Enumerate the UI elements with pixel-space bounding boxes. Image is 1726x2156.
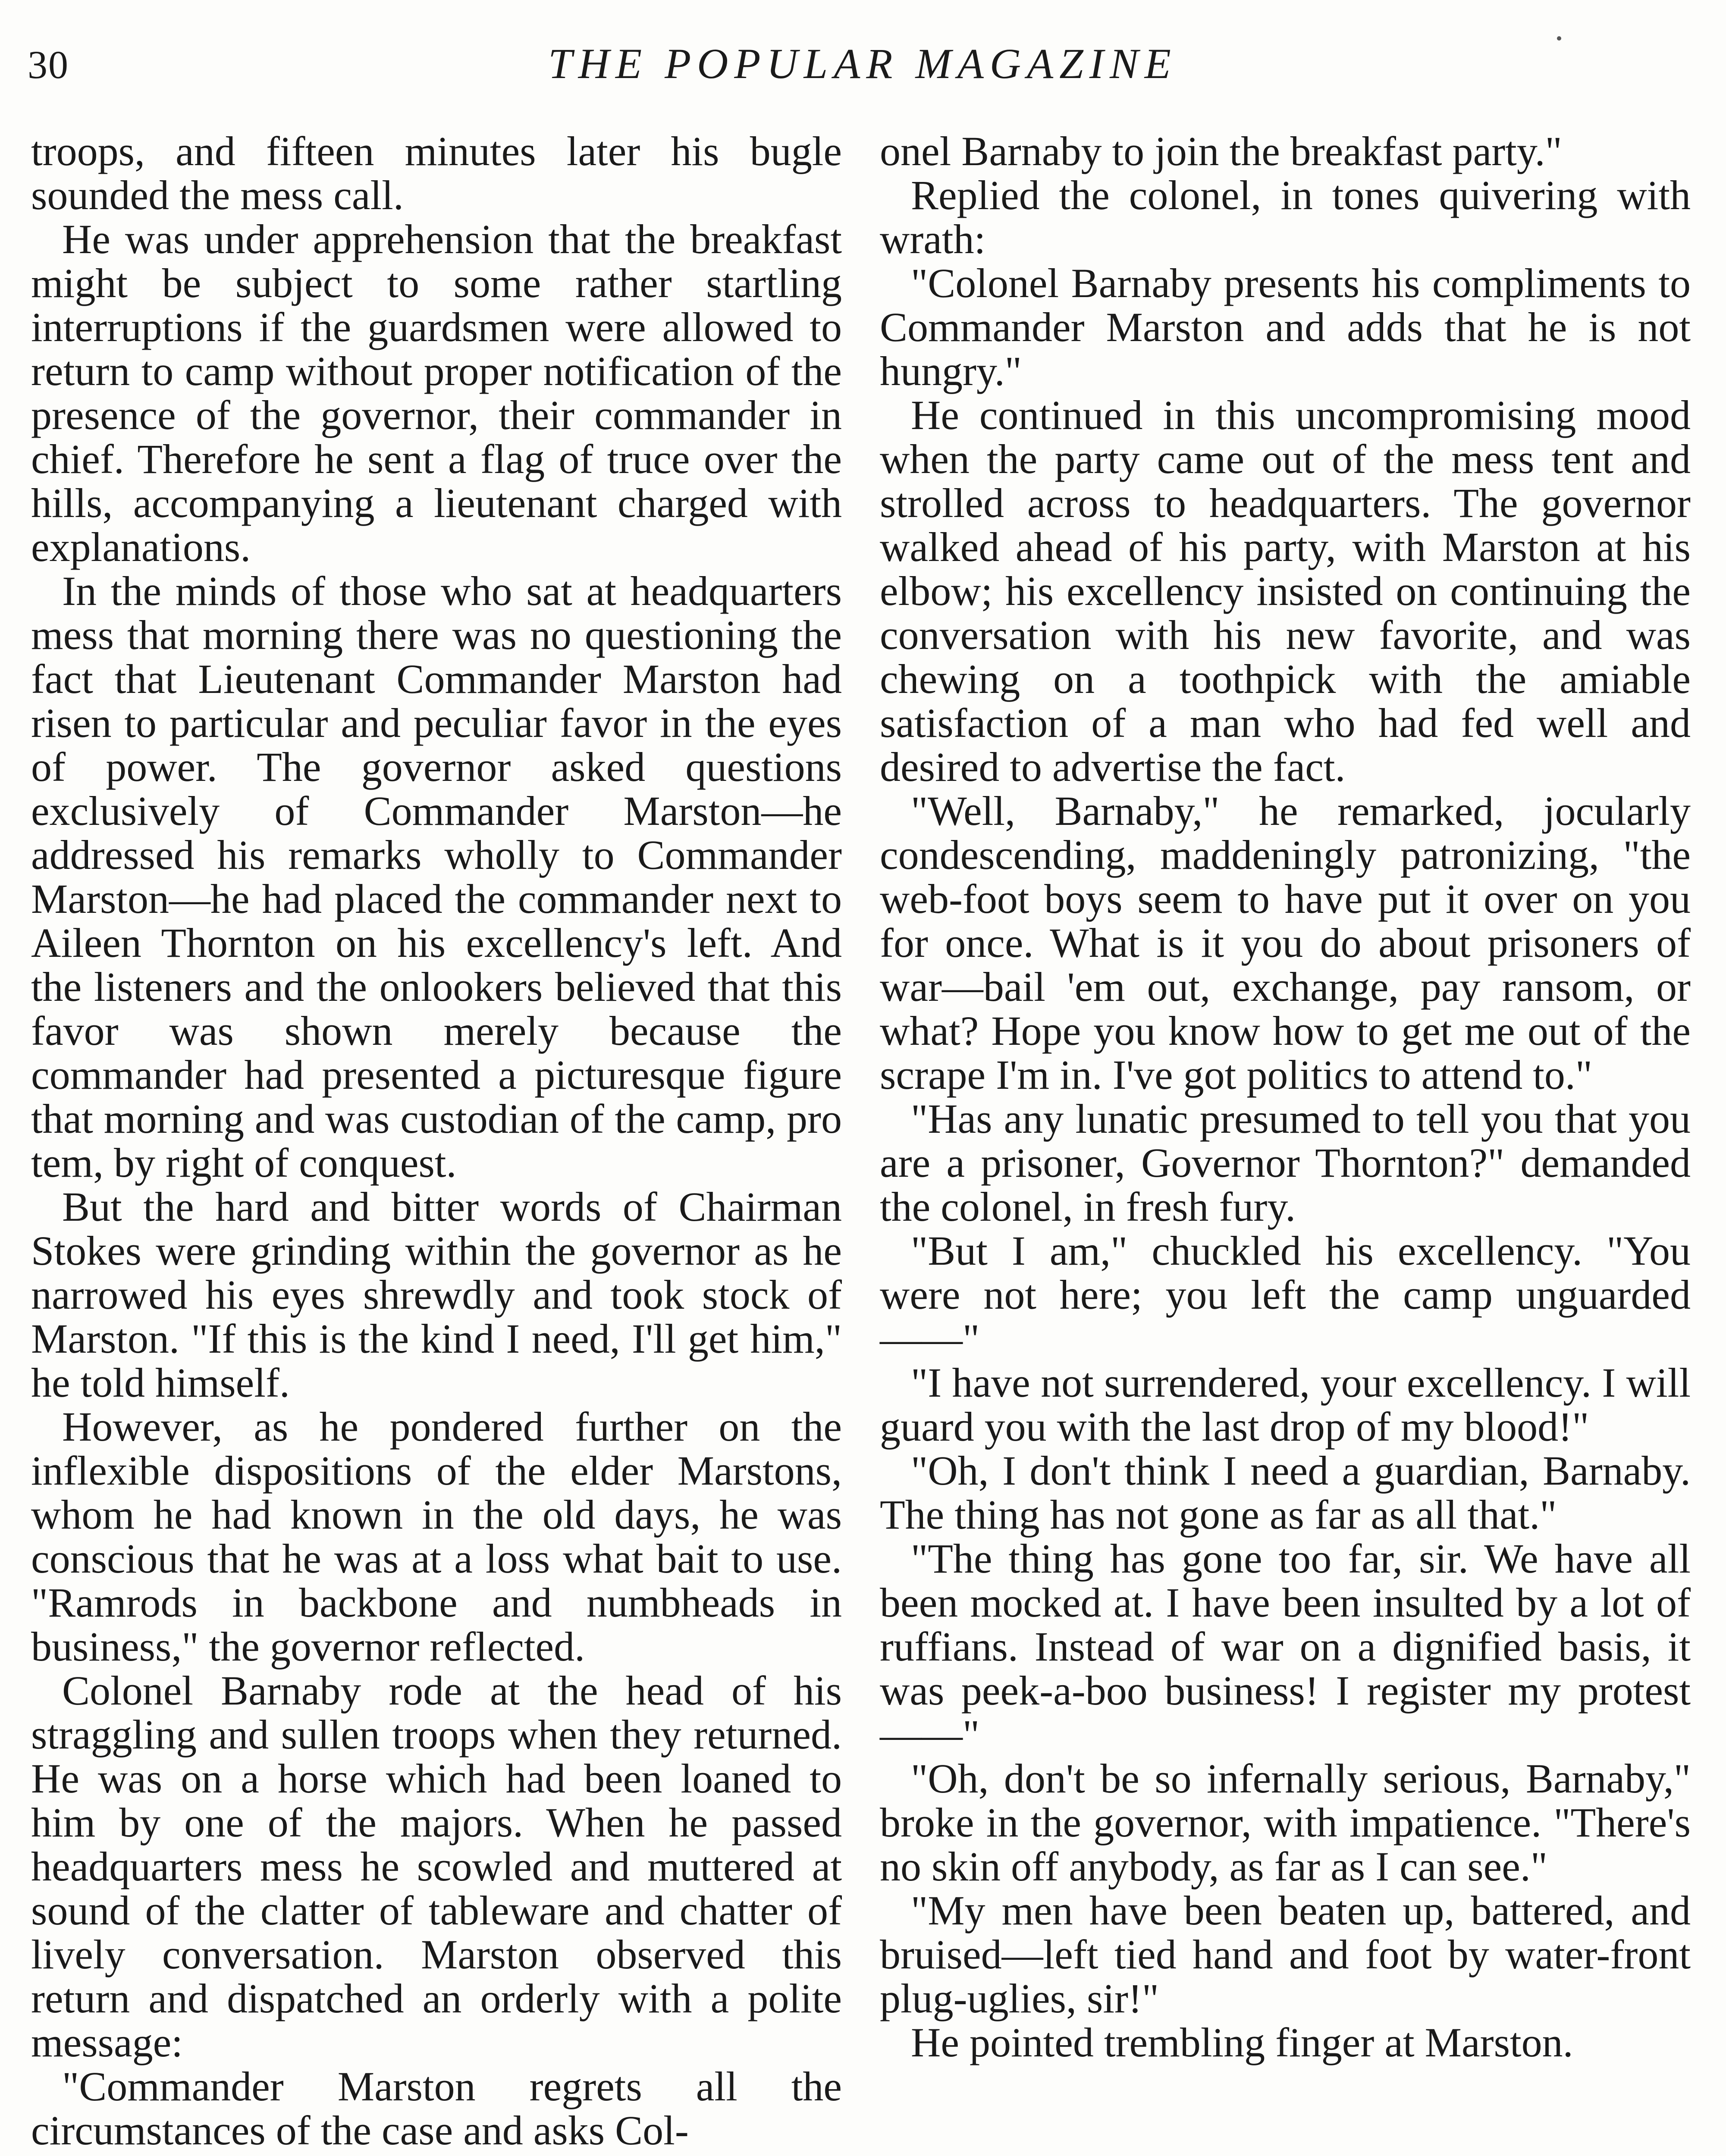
paragraph: "The thing has gone too far, sir. We have all been mocked at. I have been insulted by a lot of ruffians. Instead of war on a dignified basis, it was peek-a-boo business! I register my protest ——" — [880, 1536, 1691, 1758]
paragraph: He pointed trembling finger at Marston. — [911, 2019, 1573, 2065]
paragraph: "Has any lunatic presumed to tell you that you are a prisoner, Governor Thornton?" demanded the colonel, in fresh fury. — [880, 1096, 1691, 1230]
right-text-column — [880, 129, 1691, 2065]
paragraph: He continued in this uncompromising mood when the party came out of the mess tent and strolled across to headquarters. The governor walked ahead of his party, with Marston at his elbow; his excellency insisted on continuing the conversation with his new favorite, and was chewing on a toothpick with the amiable satisfaction of a man who had fed well and desired to advertise the fact. — [880, 392, 1691, 790]
paragraph: "Oh, don't be so infernally serious, Barnaby," broke in the governor, with impatience. "There's no skin off anybody, as far as I can see." — [880, 1755, 1691, 1890]
paragraph: Colonel Barnaby rode at the head of his straggling and sullen troops when they returned. He was on a horse which had been loaned to him by one of the majors. When he passed headquarters mess he scowled and muttered at sound of the clatter of tableware and chatter of lively conversation. Marston observed this return and dispatched an orderly with a polite message: — [31, 1667, 842, 2065]
paragraph: "But I am," chuckled his excellency. "You were not here; you left the camp unguarded——" — [880, 1228, 1691, 1362]
paragraph: "Colonel Barnaby presents his compliments to Commander Marston and adds that he is not hungry." — [880, 260, 1691, 394]
paragraph: In the minds of those who sat at headquarters mess that morning there was no questioning the fact that Lieutenant Commander Marston had risen to particular and peculiar favor in the eyes of power. The governor asked questions exclusively of Commander Marston—he addressed his remarks wholly to Commander Marston—he had placed the commander next to Aileen Thornton on his excellency's left. And the listeners and the onlookers believed that this favor was shown merely because the commander had presented a picturesque figure that morning and was custodian of the camp, pro tem, by right of conquest. — [31, 568, 842, 1186]
paragraph: He was under apprehension that the breakfast might be subject to some rather startling interruptions if the guardsmen were allowed to return to camp without proper notification of the presence of the governor, their commander in chief. Therefore he sent a flag of truce over the hills, accompanying a lieutenant charged with explanations. — [31, 216, 842, 570]
paragraph: "Well, Barnaby," he remarked, jocularly condescending, maddeningly patronizing, "the web-foot boys seem to have put it over on you for once. What is it you do about prisoners of war—bail 'em out, exchange, pay ransom, or what? Hope you know how to get me out of the scrape I'm in. I've got politics to attend to." — [880, 788, 1691, 1098]
paragraph: However, as he pondered further on the inflexible dispositions of the elder Marstons, whom he had known in the old days, he was conscious that he was at a loss what bait to use. "Ramrods in backbone and numbheads in business," the governor reflected. — [31, 1404, 842, 1670]
paragraph: But the hard and bitter words of Chairman Stokes were grinding within the governor as he narrowed his eyes shrewdly and took stock of Marston. "If this is the kind I need, I'll get him," he told himself. — [31, 1184, 842, 1406]
paragraph: "I have not surrendered, your excellency. I will guard you with the last drop of my blood!" — [880, 1360, 1691, 1450]
paragraph: onel Barnaby to join the breakfast party." — [880, 128, 1562, 174]
paragraph: "Oh, I don't think I need a guardian, Barnaby. The thing has not gone as far as all that." — [880, 1448, 1691, 1538]
paragraph: "Commander Marston regrets all the circumstances of the case and asks Col- — [31, 2063, 842, 2153]
print-speck — [1557, 36, 1561, 41]
running-title: THE POPULAR MAGAZINE — [548, 40, 1177, 88]
left-text-column — [31, 129, 842, 2153]
paragraph: Replied the colonel, in tones quivering with wrath: — [880, 172, 1691, 262]
page-number: 30 — [28, 43, 69, 87]
paragraph: "My men have been beaten up, battered, and bruised—left tied hand and foot by water-front plug-uglies, sir!" — [880, 1887, 1691, 2021]
paragraph: troops, and fifteen minutes later his bugle sounded the mess call. — [31, 128, 842, 218]
